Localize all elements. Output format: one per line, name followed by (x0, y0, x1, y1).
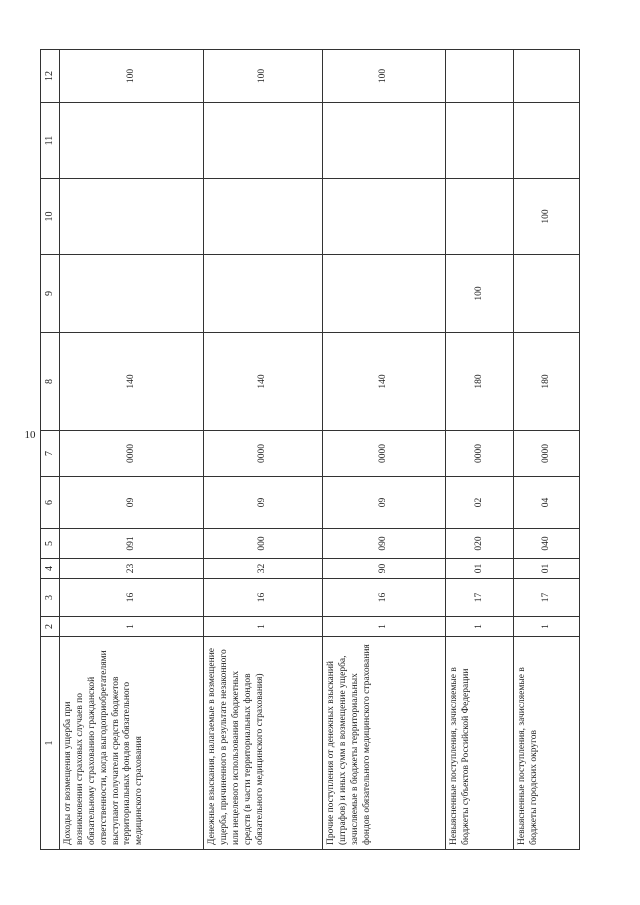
cell: 0000 (514, 431, 580, 477)
cell: 000 (204, 529, 323, 559)
cell: 16 (204, 579, 323, 617)
cell: 140 (323, 333, 446, 431)
cell: 0000 (323, 431, 446, 477)
cell: 0000 (446, 431, 514, 477)
cell: 1 (514, 617, 580, 637)
row-name: Денежные взыскания, налагаемые в возмещение ущерба, причиненного в результате незаконного или нецелевого использования бюджетных средств (в части территориальных фондов обязательного медицинского страхования) (204, 637, 323, 850)
cell: 1 (60, 617, 204, 637)
cell (446, 179, 514, 255)
cell: 090 (323, 529, 446, 559)
cell: 140 (60, 333, 204, 431)
cell: 1 (204, 617, 323, 637)
cell (60, 103, 204, 179)
column-header-6: 6 (41, 477, 60, 529)
cell: 04 (514, 477, 580, 529)
column-header-4: 4 (41, 559, 60, 579)
row-name: Прочие поступления от денежных взысканий (штрафов) и иных сумм в возмещение ущерба, зачисляемые в бюджеты территориальных фондов обязательного медицинского страхования (323, 637, 446, 850)
column-header-5: 5 (41, 529, 60, 559)
cell (514, 50, 580, 103)
cell: 040 (514, 529, 580, 559)
column-header-1: 1 (41, 637, 60, 850)
column-header-12: 12 (41, 50, 60, 103)
table-row (60, 50, 204, 850)
page-number: 10 (24, 429, 36, 441)
cell: 1 (446, 617, 514, 637)
cell: 17 (514, 579, 580, 617)
cell: 09 (323, 477, 446, 529)
cell: 100 (204, 50, 323, 103)
cell: 140 (204, 333, 323, 431)
column-header-3: 3 (41, 579, 60, 617)
cell: 020 (446, 529, 514, 559)
cell: 02 (446, 477, 514, 529)
cell: 16 (60, 579, 204, 617)
cell: 100 (514, 179, 580, 255)
cell: 1 (323, 617, 446, 637)
row-name: Невыясненные поступления, зачисляемые в бюджеты субъектов Российской Федерации (446, 637, 514, 850)
cell (446, 103, 514, 179)
column-header-7: 7 (41, 431, 60, 477)
table-row (323, 50, 446, 850)
cell: 100 (446, 255, 514, 333)
cell: 09 (60, 477, 204, 529)
table-row (446, 50, 514, 850)
cell: 09 (204, 477, 323, 529)
cell (323, 255, 446, 333)
revenue-table-rotated (40, 50, 580, 850)
cell: 0000 (60, 431, 204, 477)
cell (323, 103, 446, 179)
cell: 01 (446, 559, 514, 579)
revenue-classification-table (40, 49, 580, 850)
cell: 100 (60, 50, 204, 103)
cell (514, 103, 580, 179)
column-header-11: 11 (41, 103, 60, 179)
column-header-2: 2 (41, 617, 60, 637)
column-header-8: 8 (41, 333, 60, 431)
header-row (41, 50, 60, 850)
cell (204, 103, 323, 179)
cell: 23 (60, 559, 204, 579)
cell (514, 255, 580, 333)
cell: 180 (446, 333, 514, 431)
cell (60, 255, 204, 333)
row-name: Доходы от возмещения ущерба при возникновении страховых случаев по обязательному страхованию гражданской ответственности, когда выгодоприобретателями выступают получатели средств бюджетов территориальных фондов обязательного медицинского страхования (60, 637, 204, 850)
cell: 0000 (204, 431, 323, 477)
table-row (514, 50, 580, 850)
cell: 32 (204, 559, 323, 579)
cell (446, 50, 514, 103)
cell: 091 (60, 529, 204, 559)
row-name: Невыясненные поступления, зачисляемые в бюджеты городских округов (514, 637, 580, 850)
cell (204, 255, 323, 333)
column-header-10: 10 (41, 179, 60, 255)
cell: 180 (514, 333, 580, 431)
table-row (204, 50, 323, 850)
cell (323, 179, 446, 255)
cell (60, 179, 204, 255)
column-header-9: 9 (41, 255, 60, 333)
cell: 100 (323, 50, 446, 103)
cell (204, 179, 323, 255)
cell: 01 (514, 559, 580, 579)
cell: 17 (446, 579, 514, 617)
cell: 90 (323, 559, 446, 579)
cell: 16 (323, 579, 446, 617)
